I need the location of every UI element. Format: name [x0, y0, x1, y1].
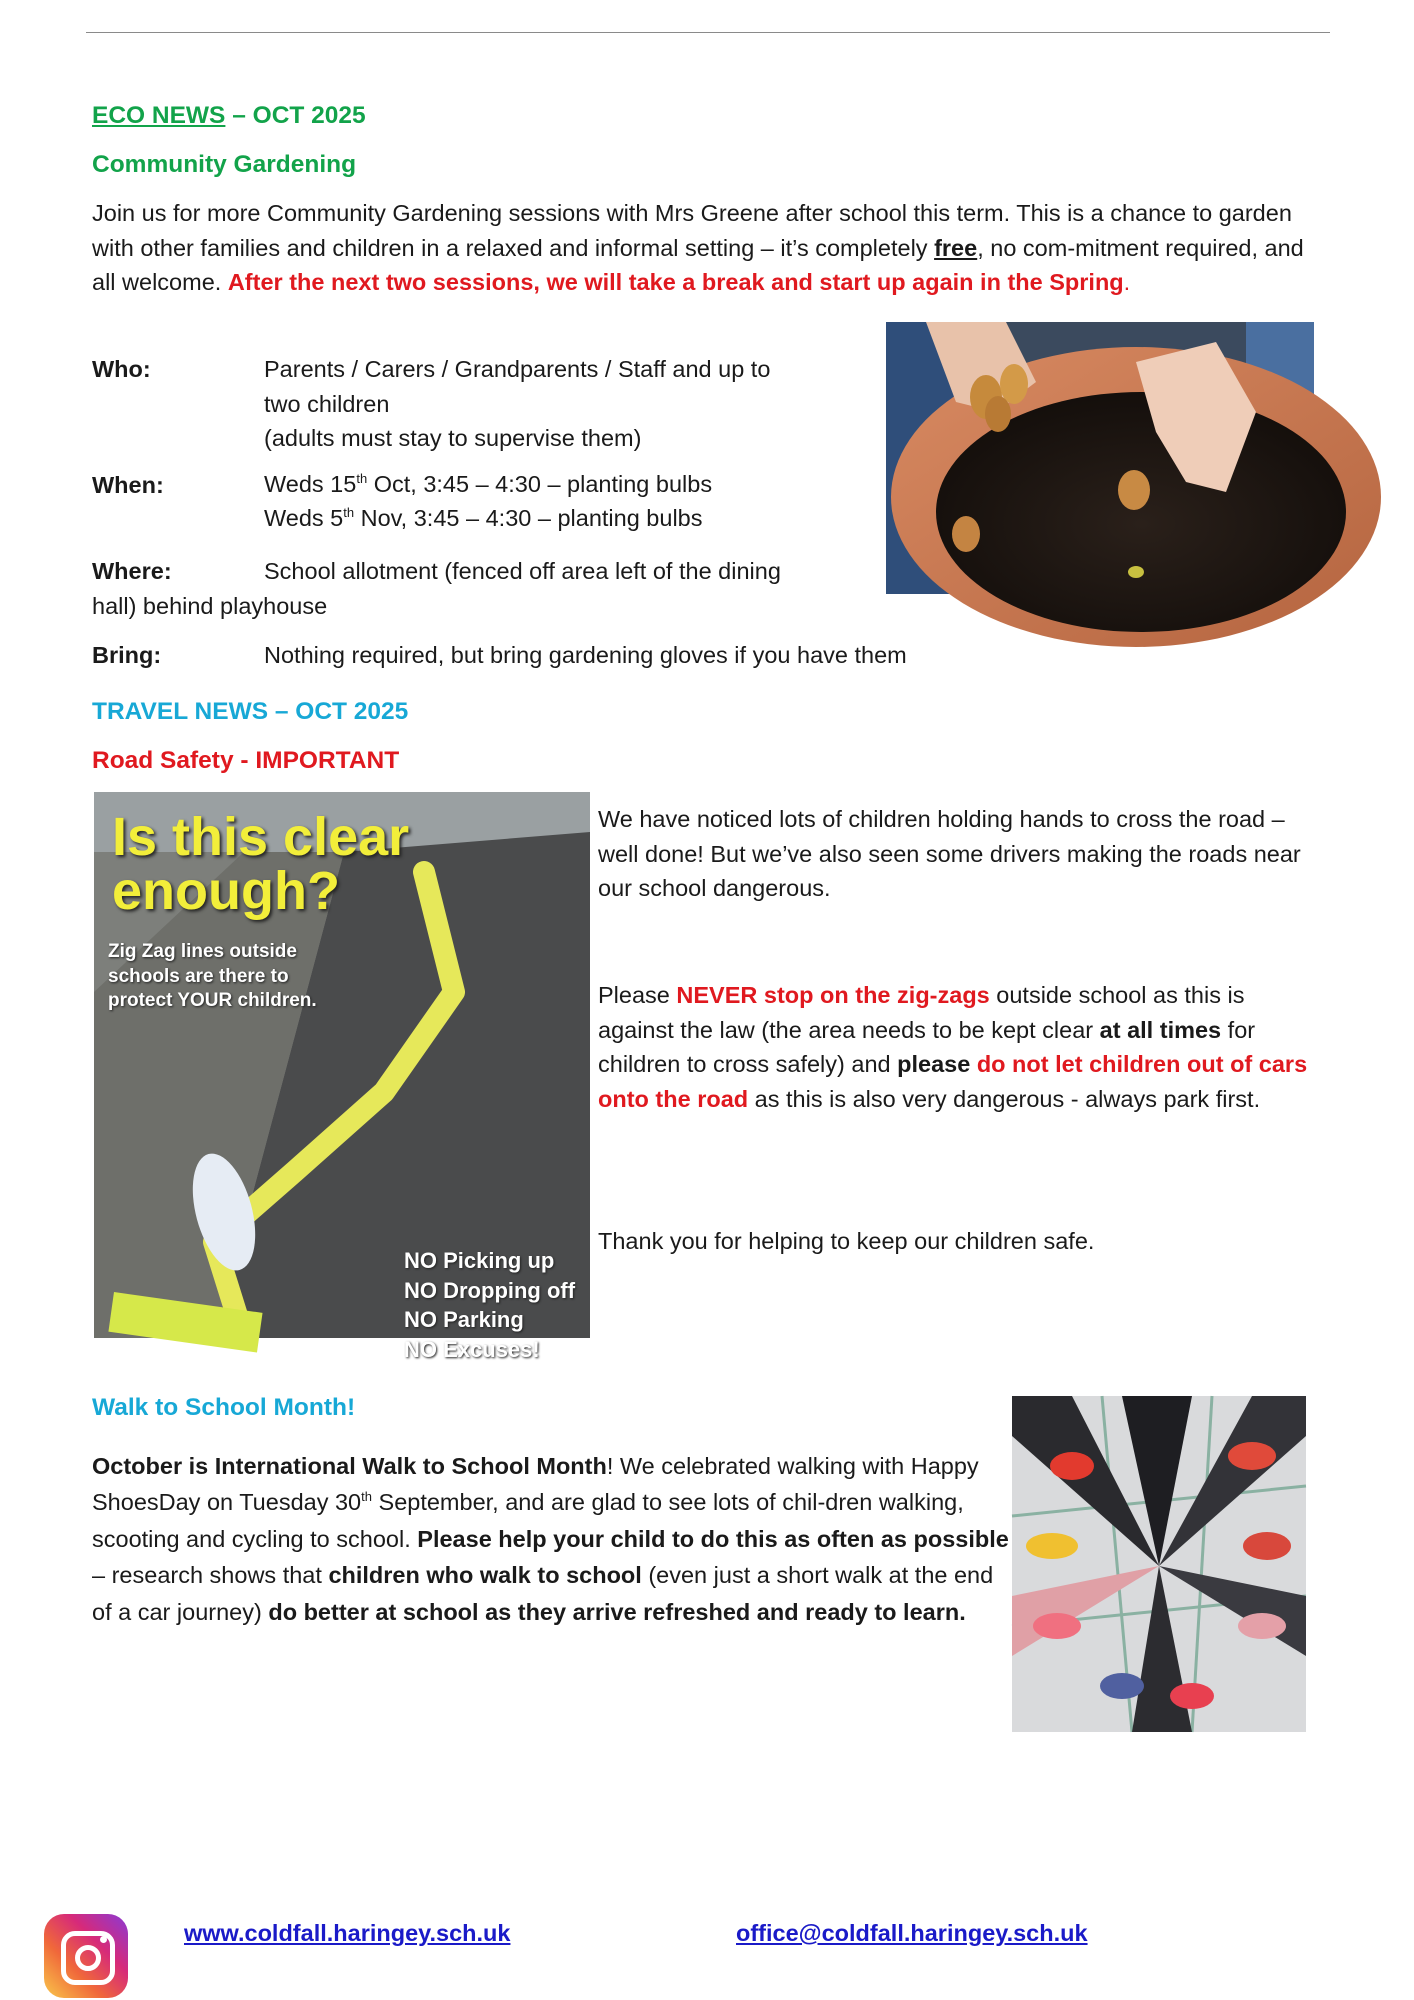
when-row: When: Weds 15th Oct, 3:45 – 4:30 – planting bulbs Weds 5th Nov, 3:45 – 4:30 – planting bulbs — [92, 471, 713, 531]
road-safety-para-2: Please NEVER stop on the zig-zags outside school as this is against the law (the area needs to be kept clear at all times for children to cross safely) and please do not let children out of cars onto the road as this is also very dangerous - always park first. — [598, 982, 1308, 1112]
poster-no-1: NO Picking up — [404, 1248, 555, 1273]
walk-to-school-para: October is International Walk to School Month! We celebrated walking with Happy ShoesDay on Tuesday 30th September, and are glad to see lots of chil-dren walking, scooting and cycling to school. Please help your child to do this as often as possible – research shows that children who walk to school (even just a short walk at the end of a car journey) do better at school as they arrive refreshed and ready to learn. — [92, 1453, 1009, 1625]
email-link[interactable]: office@coldfall.haringey.sch.uk — [736, 1920, 1088, 1946]
instagram-flash-dot — [100, 1936, 107, 1943]
poster-no-2: NO Dropping off — [404, 1277, 576, 1303]
bulb-planting-photo — [886, 322, 1314, 594]
gardening-intro: Join us for more Community Gardening sessions with Mrs Greene after school this term. This is a chance to garden with other families and children in a relaxed and informal setting – it’s completely free, no com-mitment required, and all welcome. After the next two sessions, we will take a break and start up again in the Spring. — [92, 200, 1304, 296]
walk-to-school-heading: Walk to School Month! — [92, 1394, 356, 1421]
poster-sub-2: schools are there to — [108, 965, 289, 987]
road-safety-heading: Road Safety - IMPORTANT — [92, 747, 400, 774]
instagram-icon[interactable] — [44, 1914, 128, 1998]
road-safety-para-1: We have noticed lots of children holding hands to cross the road – well done! But we’ve also seen some drivers making the roads near our school dangerous. — [598, 806, 1301, 902]
top-rule — [86, 32, 1330, 33]
shoesday-feet-photo — [1012, 1396, 1306, 1732]
bring-row: Bring: Nothing required, but bring gardening gloves if you have them — [92, 642, 907, 668]
who-row: Who: Parents / Carers / Grandparents / Staff and up to two children (adults must stay to supervise them) — [92, 356, 771, 452]
road-safety-para-3: Thank you for helping to keep our children safe. — [598, 1228, 1095, 1254]
website-link[interactable]: www.coldfall.haringey.sch.uk — [184, 1920, 511, 1946]
travel-news-heading: TRAVEL NEWS – OCT 2025 — [92, 698, 409, 725]
poster-headline-1: Is this clear — [112, 807, 410, 867]
where-row: Where: School allotment (fenced off area left of the dining hall) behind playhouse — [92, 558, 781, 619]
poster-sub-1: Zig Zag lines outside — [108, 941, 297, 962]
poster-headline-2: enough? — [112, 861, 340, 921]
instagram-lens — [75, 1945, 101, 1971]
eco-news-heading: ECO NEWS – OCT 2025 — [92, 102, 366, 129]
poster-no-3: NO Parking — [404, 1307, 524, 1333]
eco-news-link[interactable]: ECO NEWS — [92, 102, 226, 129]
poster-no-4: NO Excuses! — [404, 1337, 540, 1363]
community-gardening-heading: Community Gardening — [92, 151, 357, 178]
poster-sub-3: protect YOUR children. — [108, 990, 317, 1012]
zig-zag-poster — [94, 792, 590, 1363]
